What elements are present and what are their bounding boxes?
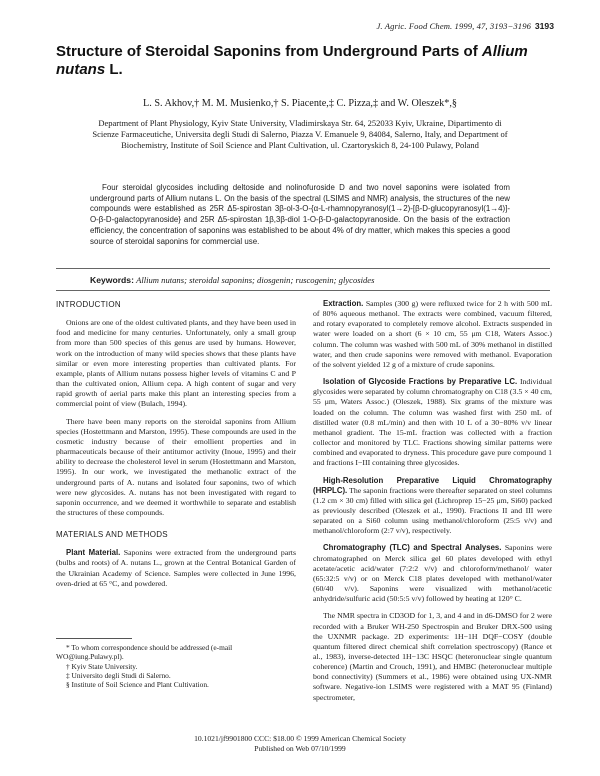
title-main: Structure of Steroidal Saponins from Underground Parts of [56,43,482,60]
footnote-pulawy: § Institute of Soil Science and Plant Cultivation. [66,680,209,690]
left-column [56,300,296,596]
abstract: Four steroidal glycosides including deltoside and nolinofuroside D and two novel saponins were isolated from underground parts of Allium nutans L. On the basis of the spectral (LSIMS and NMR) analysis, the structures of the new compounds were established as 25R Δ5-spirostan 3β-ol-3-O-{α-L-rhamnopyranosyl(1→2)-[β-D-glucopyranosyl(1→4)]-O-β-D-galactopyranoside} and 25R Δ5-spirostan 1β,3β-diol 1-O-β-D-galactopyranoside. On the basis of the extraction efficiency, the concentration of saponins was established to be about 4% of dry matter, which makes this species a good source of steroidal saponins for commercial use. [90,183,510,246]
isolation-text: Individual glycosides were separated by column chromatography on C18 (3.5 × 40 cm, 55 μm, Waters Assoc.) (Oleszek, 1988). Six grams of the mixture was loaded on the column. The column was washed first with 250 mL of distilled water (0.8 mL/min) and then with 10 L of a 30−80% v/v linear methanol gradient. The 15-mL fraction was collected with a fraction collector and monitored by TLC. Fractions showing similar patterns were combined and evaporated to dryness. This procedure gave pure compound 1 and fractions I−III containing three glycosides. [313,377,552,468]
title-species: Allium nutans [56,43,528,78]
intro-paragraph-1: Onions are one of the oldest cultivated plants, and they have been used in food and medicine for many centuries. Unfortunately, only a small group from more than 500 species of this genus are used by humans. However, work on the introduction of many wild species shows that these plants have similar or even more interesting properties than cultivated plants. For example, plants of Allium nutans possess higher levels of vitamins C and P than the cultivated onion, Allium cepa. A high content of sugar and very rapid growth of aerial parts make this plant an interesting species from a commercial point of view (Bulach, 1994). [56,318,296,409]
author-list: L. S. Akhov,† M. M. Musienko,† S. Piacente,‡ C. Pizza,‡ and W. Oleszek*,§ [143,98,457,109]
extraction-paragraph [313,299,552,370]
footnote-salerno: ‡ Universito degli Studi di Salerno. [66,670,171,680]
page-number: 3193 [534,21,554,31]
title-tail: L. [105,60,123,78]
footnote-divider [56,638,132,639]
article-title [56,43,551,78]
chromatography-runin: Chromatography (TLC) and Spectral Analyses. [323,543,502,553]
divider-bottom [56,290,550,291]
plant-material-paragraph [56,548,296,589]
right-column [313,299,552,710]
keywords [90,275,510,285]
hplc-paragraph [313,476,552,537]
plant-material-text: Saponins were extracted from the underground parts (bulbs and roots) of A. nutans L., grown at the Central Botanical Garden of the Ukrainian Academy of Science. Samples were collected in June 1996, oven-dried at 65 °C, and powdered. [56,548,296,588]
nmr-paragraph: The NMR spectra in CD3OD for 1, 3, and 4 and in d6-DMSO for 2 were recorded with a Bruker WH-250 Spectrospin and Bruker DRX-500 using the UXNMR package. 2D experiments: 1H−1H DQF−COSY (double quantum filtered direct chemical shift correlation spectroscopy) (Rance et al., 1983), inverse-detected 1H−13C HSQC (heteronuclear single quantum coherence) (Martin and Crouch, 1991), and HMBC (heteronuclear multiple bond connectivity) (Summers et al., 1986) were obtained using UX-NMR software. Negative-ion LSIMS were registered with a MAT 95 (Finland) spectrometer, [313,611,552,702]
plant-material-runin: Plant Material. [66,548,121,558]
affiliation: Department of Plant Physiology, Kyiv State University, Vladimirskaya Str. 64, 252033 Kyiv, Ukraine, Dipartimento di Scienze Farmaceutiche, Universita degli Studi di Salerno, Piazza V. Emanuele 9, 84084, Salerno, Italy, and Department of Biochemistry, Institute of Soil Science and Plant Cultivation, ul. Czartoryskich 8, 24-100 Pulawy, Poland [92,118,508,151]
extraction-runin: Extraction. [323,299,364,308]
journal-citation: J. Agric. Food Chem. 1999, 47, 3193−3196 [376,21,531,31]
footnote-correspondence: * To whom correspondence should be addressed (e-mail WO@iung.Pulawy.pl). [56,643,233,662]
intro-paragraph-2: There have been many reports on the steroidal saponins from Allium species (Hostettmann and Marston, 1995). These compounds are used in the cosmetic industry because of their emollient properties and in pharmaceuticals because of their antitumor activity (Inoue, 1995) and their ability to decrease the cholesterol level in serum (Hostettmann and Marston, 1995). In our work, we investigated the methanolic extract of the underground parts of A. nutans and isolated four saponins, two of which were new glycosides. A. nutans has not been investigated with regard to saponin occurrence, and we deemed it worthwhile to separate and establish the structures of these compounds. [56,416,296,517]
chromatography-text: Saponins were chromatographed on Merck silica gel 60 plates developed with ethyl acetate/acetic acid/water (7:2:2 v/v) and chloroform/methanol/ water (65:32:5 v/v) or on Merck C18 plates developed with methanol/water (60/40 v/v). Saponins were visualized with methanol/acetic anhydride/sulfuric acid (50:5:5 v/v) followed by heating at 120° C. [313,543,553,604]
introduction-heading: INTRODUCTION [56,300,121,309]
hplc-text: The saponin fractions were thereafter separated on steel columns (1.2 cm × 30 cm) filled with silica gel (Lichroprep 15−25 μm, Si60) packed as previously described (Oleszek et al., 1990). Fractions II and III were separated on a Si60 column using methanol/chloroform (25:5 v/v) and methanol/chloroform (2:7 v/v), respectively. [313,485,552,536]
doi-copyright-line: 10.1021/jf9901800 CCC: $18.00 © 1999 American Chemical Society [194,734,406,743]
extraction-text: Samples (300 g) were refluxed twice for 2 h with 500 mL of 80% aqueous methanol. The extracts were combined, vacuum filtered, and rotary evaporated to completely remove alcohol. Extracts suspended in water were loaded on a short (6 × 10 cm, 55 μm C18, Waters Assoc.) column. The column was washed with 500 mL of 30% methanol in distilled water, and then crude saponins were removed with methanol. Evaporation of the solvent yielded 12 g of a mixture of crude saponins. [313,299,552,369]
keywords-text: Allium nutans; steroidal saponins; diosgenin; ruscogenin; glycosides [136,275,375,285]
isolation-runin: Isolation of Glycoside Fractions by Preparative LC. [323,377,518,387]
running-head [0,21,600,33]
footnotes [56,643,296,689]
chromatography-paragraph [313,543,552,604]
methods-heading: MATERIALS AND METHODS [56,530,168,540]
footnote-kyiv: † Kyiv State University. [66,661,138,671]
isolation-paragraph [313,377,552,468]
published-date-line: Published on Web 07/10/1999 [254,744,346,753]
keywords-label: Keywords: [90,275,134,285]
divider-top [56,268,550,269]
hplc-runin: High-Resolution Preparative Liquid Chromatography (HRPLC). [313,475,552,495]
